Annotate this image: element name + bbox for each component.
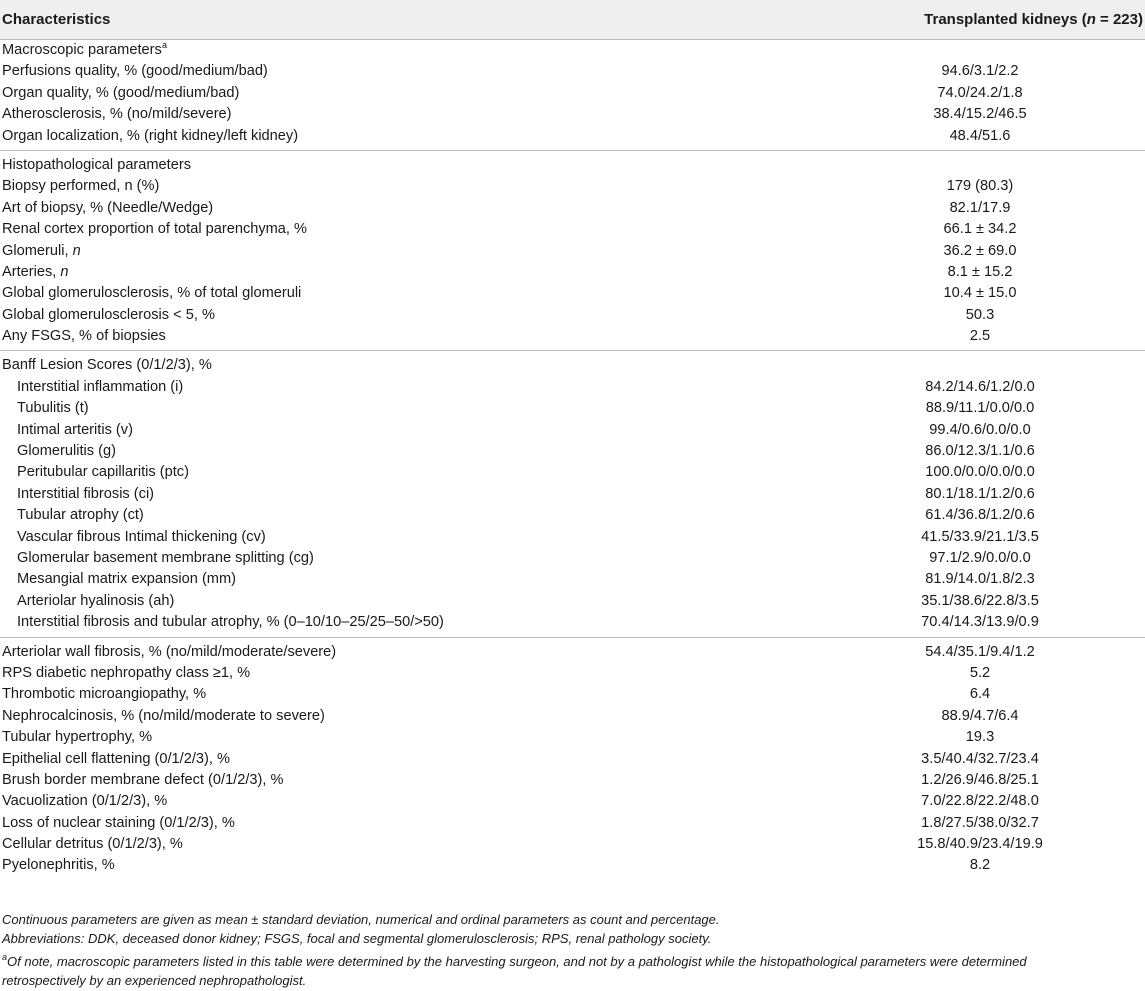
section-title: Histopathological parameters [2,156,192,173]
row-label: Tubulitis (t) [17,400,89,417]
row-value: 15.8/40.9/23.4/19.9 [917,836,1043,853]
row-label: Peritubular capillaritis (ptc) [17,464,189,481]
table-row [0,684,1145,705]
row-value: 88.9/4.7/6.4 [941,707,1019,724]
row-label: Pyelonephritis, % [2,857,115,874]
row-value: 35.1/38.6/22.8/3.5 [921,592,1039,609]
row-value: 48.4/51.6 [949,127,1011,144]
row-label: Arteriolar hyalinosis (ah) [17,592,175,609]
row-value: 36.2 ± 69.0 [943,242,1017,259]
row-label: Tubular hypertrophy, % [2,729,153,746]
section-title-row [0,155,1145,176]
table-row [0,398,1145,419]
row-value: 86.0/12.3/1.1/0.6 [925,443,1035,460]
section-title-row [0,40,1145,61]
row-label: Glomerulitis (g) [17,443,116,460]
row-value: 88.9/11.1/0.0/0.0 [925,400,1035,417]
table-row [0,591,1145,612]
row-label: Interstitial fibrosis and tubular atrophy, % (0–10/10–25/25–50/>50) [17,614,444,631]
row-value: 81.9/14.0/1.8/2.3 [925,571,1035,588]
row-value: 66.1 ± 34.2 [943,221,1017,238]
row-label: Renal cortex proportion of total parenchyma, % [2,221,308,238]
table-row [0,61,1145,82]
row-label: Tubular atrophy (ct) [17,507,144,524]
table-row [0,241,1145,262]
row-value: 8.2 [969,857,991,874]
table-row [0,612,1145,633]
row-label: Perfusions quality, % (good/medium/bad) [2,63,268,80]
row-label: Arteries, n [2,263,69,280]
row-value: 7.0/22.8/22.2/48.0 [921,793,1039,810]
row-value: 70.4/14.3/13.9/0.9 [921,614,1039,631]
section-title-footnote-marker: a [162,40,168,50]
table-row [0,104,1145,125]
section-title: Macroscopic parameters [2,42,162,58]
table-row [0,834,1145,855]
row-value: 61.4/36.8/1.2/0.6 [925,507,1035,524]
row-label: Biopsy performed, n (%) [2,178,160,195]
row-value: 6.4 [969,686,991,703]
table-row [0,441,1145,462]
row-value: 97.1/2.9/0.0/0.0 [929,549,1031,566]
row-label: RPS diabetic nephropathy class ≥1, % [2,664,251,681]
table-row [0,420,1145,441]
table-row [0,219,1145,240]
row-value: 2.5 [969,328,991,345]
row-label: Interstitial inflammation (i) [17,378,184,395]
table-row [0,548,1145,569]
row-value: 8.1 ± 15.2 [947,263,1013,280]
table-row [0,663,1145,684]
row-label: Nephrocalcinosis, % (no/mild/moderate to severe) [2,707,325,724]
row-label: Vascular fibrous Intimal thickening (cv) [17,528,266,545]
row-value: 3.5/40.4/32.7/23.4 [921,750,1039,767]
footnote-a: $^a$Of note, macroscopic parameters listed in this table were determined by the harvesting surgeon, and not by a pathologist while the histopathological parameters were determined [2,952,1027,969]
table-row [0,527,1145,548]
row-value: 179 (80.3) [946,178,1014,195]
table-row [0,484,1145,505]
row-label: Thrombotic microangiopathy, % [2,686,207,703]
row-label: Organ localization, % (right kidney/left kidney) [2,127,299,144]
table-row [0,569,1145,590]
table-row [0,791,1145,812]
row-label: Cellular detritus (0/1/2/3), % [2,836,183,853]
row-label: Arteriolar wall fibrosis, % (no/mild/moderate/severe) [2,643,337,660]
row-label: Glomerular basement membrane splitting (cg) [17,549,314,566]
row-label: Epithelial cell flattening (0/1/2/3), % [2,750,230,767]
row-label: Intimal arteritis (v) [17,421,133,438]
row-label: Global glomerulosclerosis < 5, % [2,306,215,323]
row-label: Mesangial matrix expansion (mm) [17,571,236,588]
row-value: 82.1/17.9 [949,199,1011,216]
row-value: 50.3 [965,306,995,323]
row-value: 54.4/35.1/9.4/1.2 [925,643,1035,660]
table-row [0,749,1145,770]
table-row [0,642,1145,663]
row-label: Glomeruli, n [2,242,81,259]
row-label: Vacuolization (0/1/2/3), % [2,793,168,810]
row-label: Art of biopsy, % (Needle/Wedge) [2,199,214,216]
footnote-abbreviations: Abbreviations: DDK, deceased donor kidney; FSGS, focal and segmental glomerulosclerosis; RPS, renal pathology society. [2,931,712,946]
row-label: Organ quality, % (good/medium/bad) [2,84,240,101]
row-value: 5.2 [969,664,991,681]
row-value: 99.4/0.6/0.0/0.0 [929,421,1031,438]
table-row [0,262,1145,283]
row-value: 10.4 ± 15.0 [943,285,1017,302]
table-row [0,770,1145,791]
table-header [0,0,1145,40]
table-row [0,198,1145,219]
row-value: 1.8/27.5/38.0/32.7 [921,814,1039,831]
table-row [0,126,1145,147]
row-value: 94.6/3.1/2.2 [941,63,1019,80]
table-row [0,462,1145,483]
table-footnotes [2,910,1142,990]
table-row [0,505,1145,526]
table-row [0,706,1145,727]
row-value: 100.0/0.0/0.0/0.0 [925,464,1035,481]
table-body [0,40,1145,877]
section-title-row [0,355,1145,376]
section-divider [0,637,1145,638]
footnote-a-continued: retrospectively by an experienced nephropathologist. [2,973,307,988]
table-row [0,305,1145,326]
section-divider [0,150,1145,151]
table-row [0,377,1145,398]
section-title: Banff Lesion Scores (0/1/2/3), % [2,357,212,374]
row-value: 19.3 [965,729,995,746]
row-label: Any FSGS, % of biopsies [2,328,166,345]
section-divider [0,350,1145,351]
row-label: Brush border membrane defect (0/1/2/3), % [2,771,284,788]
table-row [0,855,1145,876]
row-label: Atherosclerosis, % (no/mild/severe) [2,106,232,123]
row-value: 41.5/33.9/21.1/3.5 [921,528,1039,545]
table-row [0,727,1145,748]
row-value: 74.0/24.2/1.8 [937,84,1023,101]
table-row [0,326,1145,347]
row-label: Interstitial fibrosis (ci) [17,485,155,502]
footnote-continuous: Continuous parameters are given as mean ± standard deviation, numerical and ordinal parameters as count and percentage. [2,912,720,927]
row-value: 38.4/15.2/46.5 [933,106,1027,123]
table-row [0,83,1145,104]
table-row [0,813,1145,834]
row-value: 1.2/26.9/46.8/25.1 [921,771,1039,788]
row-value: 80.1/18.1/1.2/0.6 [925,485,1035,502]
header-transplanted-kidneys: Transplanted kidneys (n = 223) [924,11,1143,28]
row-label: Loss of nuclear staining (0/1/2/3), % [2,814,235,831]
table-row [0,176,1145,197]
table-row [0,283,1145,304]
row-value: 84.2/14.6/1.2/0.0 [925,378,1035,395]
header-characteristics: Characteristics [2,11,111,28]
row-label: Global glomerulosclerosis, % of total glomeruli [2,285,302,302]
